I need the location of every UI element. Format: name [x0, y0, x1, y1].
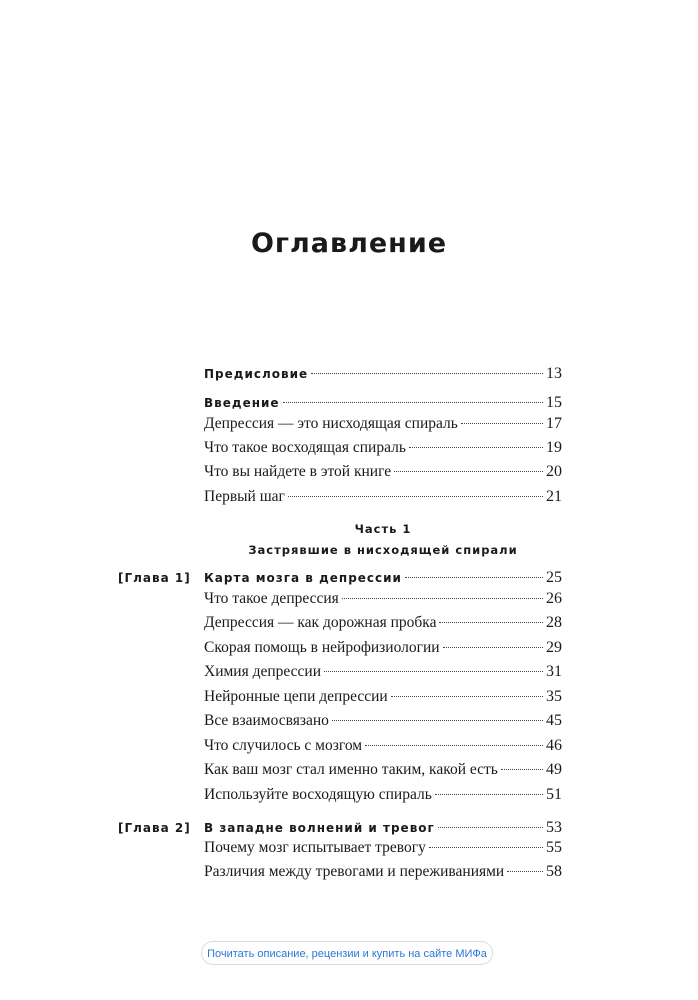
- dot-leader: [342, 598, 543, 599]
- part-number: Часть 1: [354, 522, 412, 536]
- dot-leader: [409, 447, 543, 448]
- toc-entry-page: 26: [546, 590, 562, 607]
- toc-entry-page: 29: [546, 639, 562, 656]
- toc-entry[interactable]: [204, 862, 562, 882]
- toc-entry-page: 15: [546, 394, 562, 411]
- toc-entry-label: Химия депрессии: [204, 663, 322, 680]
- toc-entry-page: 17: [546, 415, 562, 432]
- toc-entry[interactable]: [204, 462, 562, 482]
- dot-leader: [324, 671, 543, 672]
- toc-entry[interactable]: [204, 414, 562, 434]
- toc-entry-label: Различия между тревогами и переживаниями: [204, 863, 505, 880]
- toc-entry-page: 55: [546, 839, 562, 856]
- toc-entry[interactable]: [204, 736, 562, 756]
- toc-entry-label: Депрессия — как дорожная пробка: [204, 614, 437, 631]
- toc-entry-page: 13: [546, 365, 562, 382]
- dot-leader: [391, 696, 543, 697]
- chapter-marker: [Глава 1]: [118, 571, 191, 585]
- toc-entry-page: 53: [546, 819, 562, 836]
- toc-entry-label: Нейронные цепи депрессии: [204, 688, 388, 705]
- toc-entry-label: Карта мозга в депрессии: [204, 571, 402, 585]
- toc-entry[interactable]: [204, 838, 562, 858]
- toc-entry-label: Почему мозг испытывает тревогу: [204, 839, 426, 856]
- toc-entry[interactable]: [204, 487, 562, 507]
- toc-entry[interactable]: [204, 438, 562, 458]
- toc-entry-page: 25: [546, 569, 562, 586]
- toc-entry[interactable]: [204, 662, 562, 682]
- toc-entry-label: Что вы найдете в этой книге: [204, 463, 392, 480]
- toc-entry-label: Первый шаг: [204, 488, 285, 505]
- toc-entry-label: Скорая помощь в нейрофизиологии: [204, 639, 440, 656]
- toc-entry-preface[interactable]: [204, 364, 562, 384]
- chapter-marker: [Глава 2]: [118, 821, 191, 835]
- toc-entry-page: 28: [546, 614, 562, 631]
- toc-entry-label: Что случилось с мозгом: [204, 737, 363, 754]
- toc-entry[interactable]: [204, 785, 562, 805]
- dot-leader: [461, 423, 543, 424]
- dot-leader: [438, 827, 543, 828]
- dot-leader: [283, 402, 543, 403]
- dot-leader: [507, 871, 543, 872]
- toc-entry-page: 21: [546, 488, 562, 505]
- toc-entry-label: Что такое восходящая спираль: [204, 439, 406, 456]
- dot-leader: [405, 577, 543, 578]
- toc-entry-page: 58: [546, 863, 562, 880]
- toc-entry[interactable]: [204, 589, 562, 609]
- toc-entry[interactable]: [204, 760, 562, 780]
- dot-leader: [394, 471, 543, 472]
- toc-entry-label: Все взаимосвязано: [204, 712, 329, 729]
- toc-entry-page: 20: [546, 463, 562, 480]
- dot-leader: [435, 794, 543, 795]
- toc-entry-page: 51: [546, 786, 562, 803]
- dot-leader: [443, 647, 543, 648]
- page-title: Оглавление: [250, 228, 448, 259]
- toc-entry-introduction[interactable]: [204, 393, 562, 413]
- dot-leader: [365, 745, 543, 746]
- toc-entry-chapter-1[interactable]: [204, 568, 562, 588]
- buy-on-mif-link[interactable]: Почитать описание, рецензии и купить на сайте МИФа: [201, 941, 493, 965]
- dot-leader: [439, 622, 543, 623]
- dot-leader: [311, 373, 543, 374]
- toc-entry-label: В западне волнений и тревог: [204, 821, 435, 835]
- toc-entry-label: Предисловие: [204, 367, 309, 381]
- toc-entry[interactable]: [204, 687, 562, 707]
- toc-entry-chapter-2[interactable]: [204, 818, 562, 838]
- dot-leader: [332, 720, 543, 721]
- toc-entry-page: 19: [546, 439, 562, 456]
- toc-entry[interactable]: [204, 638, 562, 658]
- toc-entry[interactable]: [204, 613, 562, 633]
- toc-entry-page: 46: [546, 737, 562, 754]
- toc-entry-label: Введение: [204, 396, 280, 410]
- dot-leader: [501, 769, 543, 770]
- toc-entry-page: 45: [546, 712, 562, 729]
- toc-entry-label: Используйте восходящую спираль: [204, 786, 432, 803]
- toc-entry-label: Как ваш мозг стал именно таким, какой есть: [204, 761, 498, 778]
- toc-entry-label: Что такое депрессия: [204, 590, 339, 607]
- dot-leader: [288, 496, 543, 497]
- toc-entry[interactable]: [204, 711, 562, 731]
- toc-entry-page: 31: [546, 663, 562, 680]
- dot-leader: [429, 847, 543, 848]
- toc-entry-label: Депрессия — это нисходящая спираль: [204, 415, 458, 432]
- toc-entry-page: 35: [546, 688, 562, 705]
- toc-entry-page: 49: [546, 761, 562, 778]
- part-title: Застрявшие в нисходящей спирали: [248, 543, 518, 557]
